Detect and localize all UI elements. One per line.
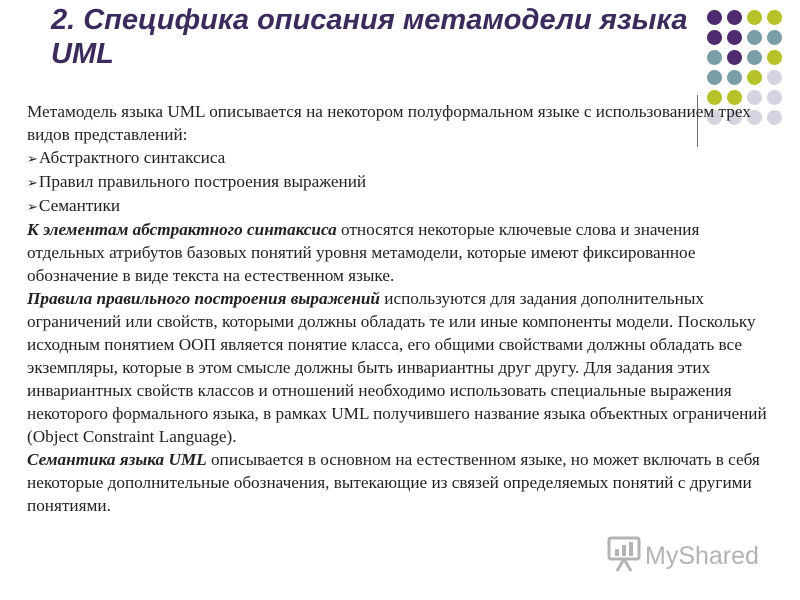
decorative-dot: [767, 30, 782, 45]
decorative-dot: [727, 70, 742, 85]
abstract-syntax-paragraph: [27, 218, 767, 287]
decorative-dot: [767, 90, 782, 105]
slide-title: 2. Специфика описания метамодели языка UML: [51, 4, 688, 70]
bullet-text: Правил правильного построения выражений: [38, 172, 367, 191]
intro-paragraph: Метамодель языка UML описывается на некотором полуформальном языке с использованием трех видов представлений:: [27, 102, 751, 144]
decorative-dot: [747, 70, 762, 85]
presentation-screen-icon: [607, 535, 641, 578]
myshared-logo: [607, 537, 759, 575]
decorative-dot: [767, 10, 782, 25]
decorative-dot: [707, 50, 722, 65]
arrowhead-icon: ➢: [27, 151, 38, 166]
logo-wordmark: MyShared: [645, 541, 759, 570]
decorative-dot: [727, 10, 742, 25]
arrowhead-icon: ➢: [27, 175, 38, 190]
bullet-text: Абстрактного синтаксиса: [38, 148, 226, 167]
decorative-dot: [767, 50, 782, 65]
bullet-text: Семантики: [38, 196, 121, 215]
decorative-dot: [767, 110, 782, 125]
paragraph-text: описывается в основном на естественном языке, но может включать в себя некоторые дополнительные обозначения, вытекающие из связей определяемых понятий с другими понятиями.: [27, 450, 760, 515]
rules-paragraph: [27, 287, 767, 448]
bullet-item: [27, 170, 767, 194]
decorative-dot: [747, 50, 762, 65]
decorative-dot: [727, 30, 742, 45]
decorative-dot: [707, 30, 722, 45]
paragraph-lead: К элементам абстрактного синтаксиса: [27, 220, 337, 239]
paragraph-text: используются для задания дополнительных ограничений или свойств, которыми должны обладать те или иные компоненты модели. Поскольку исходным понятием ООП является понятие класса, его общими свойствами должны обладать все экземпляры, которые в этом смысле должны быть инвариантны друг другу. Для задания этих инвариантных свойств классов и отношений необходимо использовать специальные выражения некоторого формального языка, в рамках UML получившего название языка объектных ограничений (Object Constraint Language).: [27, 289, 767, 446]
decorative-dot: [747, 10, 762, 25]
decorative-dot: [767, 70, 782, 85]
arrowhead-icon: ➢: [27, 199, 38, 214]
bullet-item: [27, 146, 767, 170]
bullet-item: [27, 194, 767, 218]
paragraph-lead: Семантика языка UML: [27, 450, 207, 469]
decorative-dot: [707, 10, 722, 25]
decorative-dot: [707, 70, 722, 85]
paragraph-lead: Правила правильного построения выражений: [27, 289, 380, 308]
decorative-dot: [727, 50, 742, 65]
paragraph-text: относятся некоторые ключевые слова и значения отдельных атрибутов базовых понятий уровня метамодели, которые имеют фиксированное обозначение в виде текста на естественном языке.: [27, 220, 700, 285]
slide-body: [27, 100, 767, 517]
semantics-paragraph: [27, 448, 767, 517]
decorative-dot: [747, 30, 762, 45]
